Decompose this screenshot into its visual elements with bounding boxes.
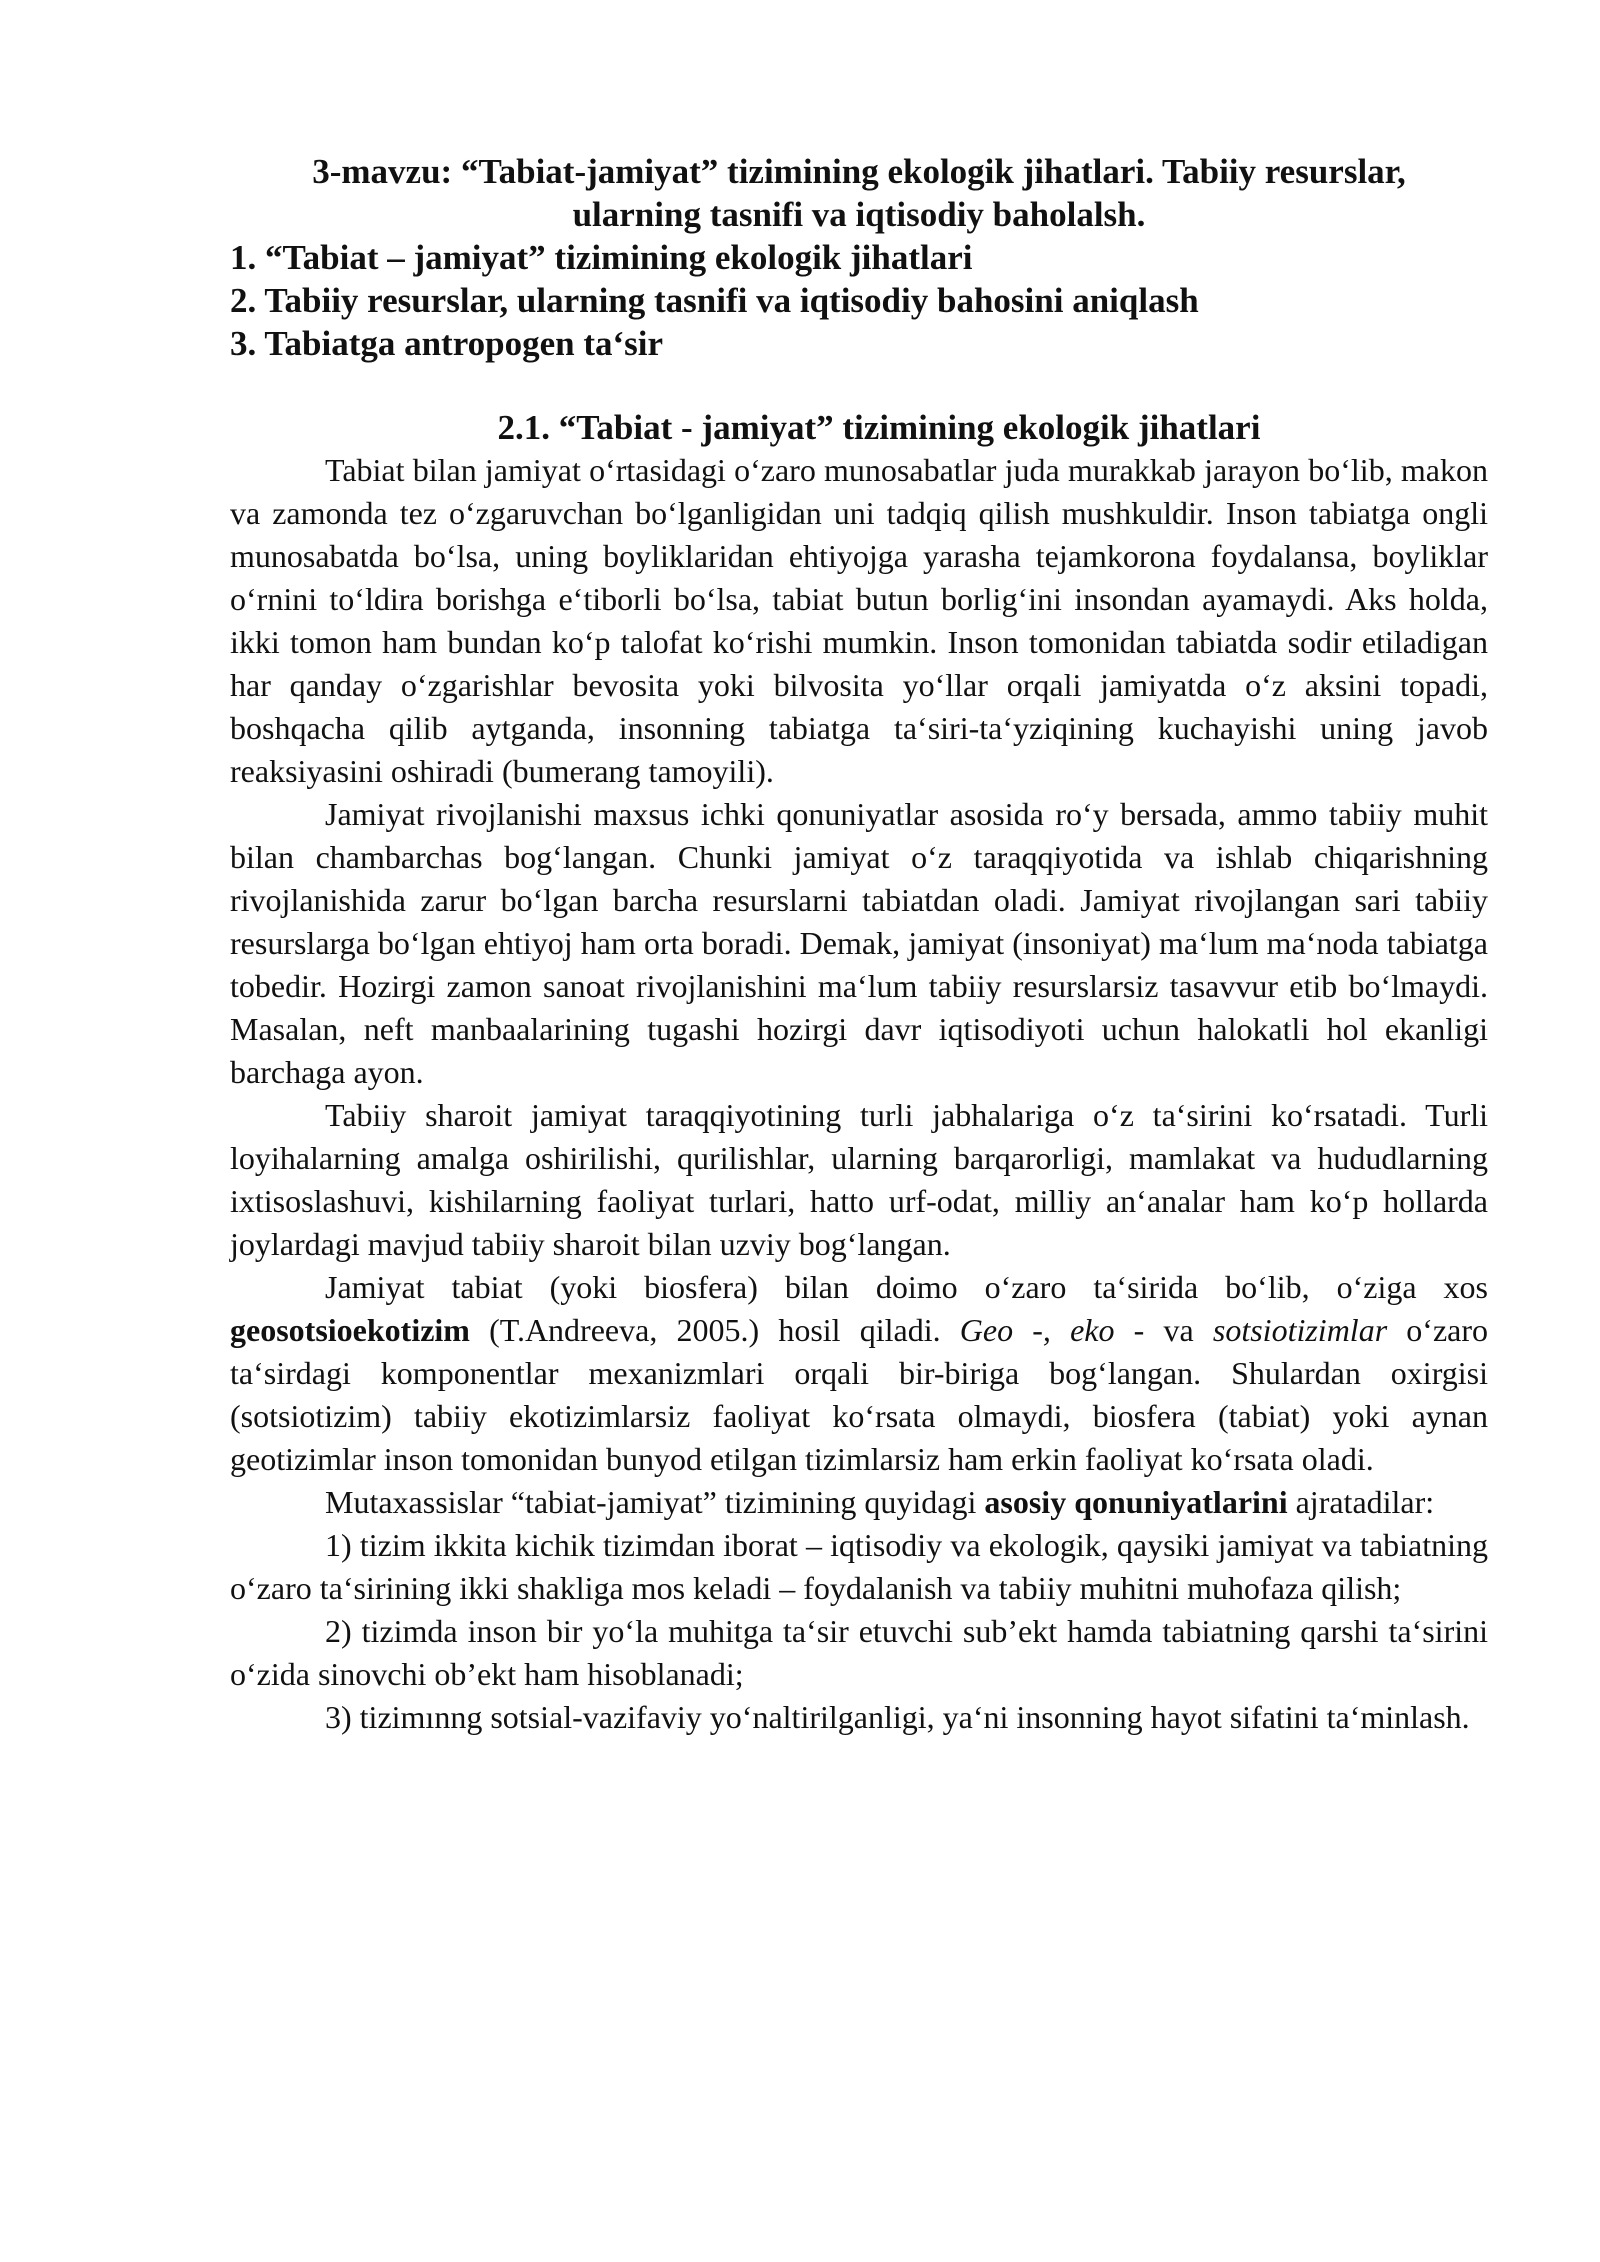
page-content — [230, 150, 1488, 1739]
list-item-2: 2) tizimda inson bir yo‘la muhitga ta‘sir etuvchi sub’ekt hamda tabiatning qarshi ta‘sirini o‘zida sinovchi ob’ekt ham hisoblanadi; — [230, 1613, 1488, 1692]
term-asosiy-qonuniyatlar: asosiy qonuniyatlarini — [984, 1484, 1288, 1520]
topic-title-line-2: ularning tasnifi va iqtisodiy baholalsh. — [572, 195, 1146, 234]
list-item-3: 3) tizimınng sotsial-vazifaviy yo‘naltirilganligi, ya‘ni insonning hayot sifatini ta‘minlash. — [325, 1699, 1470, 1735]
paragraph-5-text-1: Mutaxassislar “tabiat-jamiyat” tizimining quyidagi — [325, 1484, 985, 1520]
paragraph-4-text-3: va — [1144, 1312, 1213, 1348]
plan-item-2: 2. Tabiiy resurslar, ularning tasnifi va iqtisodiy bahosini aniqlash — [230, 281, 1199, 320]
paragraph-1: Tabiat bilan jamiyat o‘rtasidagi o‘zaro munosabatlar juda murakkab jarayon bo‘lib, makon va zamonda tez o‘zgaruvchan bo‘lganligidan uni tadqiq qilish mushkuldir. Inson tabiatga ongli munosabatda bo‘lsa, uning boyliklaridan ehtiyojga yarasha tejamkorona foydalansa, boyliklar o‘rnini to‘ldira borishga e‘tiborli bo‘lsa, tabiat butun borlig‘ini insondan ayamaydi. Aks holda, ikki tomon ham bundan ko‘p talofat ko‘rishi mumkin. Inson tomonidan tabiatda sodir etiladigan har qanday o‘zgarishlar bevosita yoki bilvosita yo‘llar orqali jamiyatda o‘z aksini topadi, boshqacha qilib aytganda, insonning tabiatga ta‘siri-ta‘yziqining kuchayishi uning javob reaksiyasini oshiradi (bumerang tamoyili). — [230, 452, 1488, 789]
list-item-1: 1) tizim ikkita kichik tizimdan iborat – iqtisodiy va ekologik, qaysiki jamiyat va tabiatning o‘zaro ta‘sirining ikki shakliga mos keladi – foydalanish va tabiiy muhitni muhofaza qilish; — [230, 1527, 1488, 1606]
topic-plan — [230, 236, 1488, 365]
paragraph-4-text-2: (T.Andreeva, 2005.) hosil qiladi. — [469, 1312, 960, 1348]
paragraph-4-text-1: Jamiyat tabiat (yoki biosfera) bilan doimo o‘zaro ta‘sirida bo‘lib, o‘ziga xos — [325, 1269, 1488, 1305]
paragraph-3: Tabiiy sharoit jamiyat taraqqiyotining turli jabhalariga o‘z ta‘sirini ko‘rsatadi. Turli loyihalarning amalga oshirilishi, qurilishlar, ularning barqarorligi, mamlakat va hududlarning ixtisoslashuvi, kishilarning faoliyat turlari, hatto urf-odat, milliy an‘analar ham ko‘p hollarda joylardagi mavjud tabiiy sharoit bilan uzviy bog‘langan. — [230, 1097, 1488, 1262]
paragraph-4-text-4: o‘zaro ta‘sirdagi komponentlar mexanizmlari orqali bir-biriga bog‘langan. Shulardan oxirgisi (sotsiotizim) tabiiy ekotizimlarsiz faoliyat ko‘rsata olmaydi, biosfera (tabiat) yoki aynan geotizimlar inson tomonidan bunyod etilgan tizimlarsiz ham erkin faoliyat ko‘rsata oladi. — [230, 1312, 1489, 1477]
paragraph-4 — [230, 1266, 1488, 1481]
plan-item-1: 1. “Tabiat – jamiyat” tizimining ekologik jihatlari — [230, 238, 973, 277]
plan-item-3: 3. Tabiatga antropogen ta‘sir — [230, 324, 664, 363]
paragraph-4-italic-1: Geo -, eko - — [959, 1312, 1145, 1348]
topic-title — [230, 150, 1488, 236]
paragraph-5-text-2: ajratadilar: — [1287, 1484, 1435, 1520]
paragraph-5 — [230, 1481, 1488, 1524]
section-title: 2.1. “Tabiat - jamiyat” tizimining ekologik jihatlari — [497, 408, 1261, 447]
paragraph-2: Jamiyat rivojlanishi maxsus ichki qonuniyatlar asosida ro‘y bersada, ammo tabiiy muhit bilan chambarchas bog‘langan. Chunki jamiyat o‘z taraqqiyotida va ishlab chiqarishning rivojlanishida zarur bo‘lgan barcha resurslarni tabiatdan oladi. Jamiyat rivojlangan sari tabiiy resurslarga bo‘lgan ehtiyoj ham orta boradi. Demak, jamiyat (insoniyat) ma‘lum ma‘noda tabiatga tobedir. Hozirgi zamon sanoat rivojlanishini ma‘lum tabiiy resurslarsiz tasavvur etib bo‘lmaydi. Masalan, neft manbaalarining tugashi hozirgi davr iqtisodiyoti uchun halokatli hol ekanligi barchaga ayon. — [230, 796, 1488, 1090]
term-geosotsioekotizim: geosotsioekotizim — [230, 1312, 470, 1348]
paragraph-4-italic-2: sotsiotizimlar — [1212, 1312, 1388, 1348]
topic-title-line-1: 3-mavzu: “Tabiat-jamiyat” tizimining ekologik jihatlari. Tabiiy resurslar, — [312, 152, 1406, 191]
